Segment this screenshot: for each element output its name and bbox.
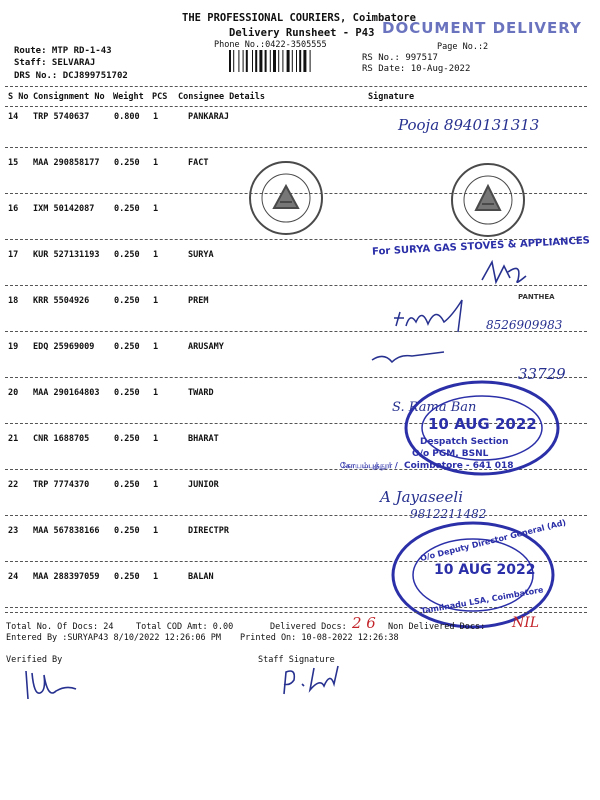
row-pcs: 1 [153,112,159,122]
col-signature: Signature [368,92,415,102]
surya-stamp: For SURYA GAS STOVES & APPLIANCES [371,235,591,258]
staff-signature [280,660,360,700]
row-weight: 0.250 [114,158,140,168]
despatch-line3: Coimbatore - 641 018 [404,461,514,471]
row-pcs: 1 [153,250,159,260]
table-row [0,296,600,308]
drs-number: DRS No.: DCJ899751702 [14,71,128,81]
deputy-director-text: O/o Deputy Director General (Ad) [419,517,567,564]
row-consignment: TRP 7774370 [33,480,90,490]
table-row [0,342,600,354]
rs-date: RS Date: 10-Aug-2022 [362,64,471,74]
table-header [0,92,600,104]
phone-number: Phone No.:0422-3505555 [214,40,327,50]
row-pcs: 1 [153,572,159,582]
row-consignee: FACT [188,158,209,168]
row-consignment: MAA 290858177 [33,158,100,168]
despatch-line1: Despatch Section [420,437,509,447]
row-pcs: 1 [153,296,159,306]
row-sno: 14 [8,112,19,122]
row-weight: 0.250 [114,342,140,352]
row-sno: 19 [8,342,19,352]
despatch-line2: O/o PGM, BSNL [412,449,489,459]
row-weight: 0.250 [114,434,140,444]
header-rule-bottom [5,106,587,107]
row-weight: 0.250 [114,480,140,490]
row-weight: 0.250 [114,204,140,214]
footer-rule [5,612,587,613]
emblem-stamp-left [246,158,326,238]
row-sno: 24 [8,572,19,582]
page-number: Page No.:2 [437,42,489,52]
row-pcs: 1 [153,480,159,490]
row-weight: 0.250 [114,572,140,582]
row-weight: 0.800 [114,112,140,122]
row22-phone: 9812211482 [410,507,487,521]
row-consignee: TWARD [188,388,214,398]
row-sno: 15 [8,158,19,168]
row-sno: 21 [8,434,19,444]
route: Route: MTP RD-1-43 [14,46,112,56]
total-docs: Total No. Of Docs: 24 [6,622,114,632]
row-consignment: MAA 290164803 [33,388,100,398]
non-delivered-count: NIL [512,615,540,631]
row-pcs: 1 [153,388,159,398]
row-pcs: 1 [153,158,159,168]
row-consignment: EDQ 25969009 [33,342,95,352]
row-consignee: SURYA [188,250,214,260]
total-cod: Total COD Amt: 0.00 [136,622,234,632]
row-weight: 0.250 [114,388,140,398]
row-pcs: 1 [153,434,159,444]
staff: Staff: SELVARAJ [14,58,96,68]
staff-signature-label: Staff Signature [258,655,335,665]
row14-signature: Pooja 8940131313 [398,116,540,134]
row18-signature [392,298,482,338]
col-weight: Weight [113,92,144,102]
printed-on: Printed On: 10-08-2022 12:26:38 [240,633,399,643]
row-pcs: 1 [153,204,159,214]
row-pcs: 1 [153,526,159,536]
delivered-docs-count: 2 6 [352,614,376,632]
row-sno: 22 [8,480,19,490]
row-consignee: BHARAT [188,434,219,444]
non-delivered-label: Non Delivered Docs: [388,622,486,632]
row-consignment: IXM 50142087 [33,204,95,214]
row-consignment: KUR 527131193 [33,250,100,260]
row-consignee: DIRECTPR [188,526,229,536]
row-separator [5,147,587,148]
row-sno: 18 [8,296,19,306]
entered-by: Entered By :SURYAP43 8/10/2022 12:26:06 PM [6,633,221,643]
col-consignee: Consignee Details [178,92,265,102]
row-weight: 0.250 [114,296,140,306]
row-consignment: TRP 5740637 [33,112,90,122]
verified-signature [22,665,82,705]
row-sno: 17 [8,250,19,260]
table-row [0,480,600,492]
rs-number: RS No.: 997517 [362,53,438,63]
row22-signature: A Jayaseeli [380,488,464,506]
runsheet-title: Delivery Runsheet - P43 [229,27,375,39]
row-consignment: MAA 288397059 [33,572,100,582]
row-sno: 23 [8,526,19,536]
row-consignment: CNR 1688705 [33,434,90,444]
bsnl-date: 10 AUG 2022 [428,415,537,433]
row-sno: 16 [8,204,19,214]
row-separator [5,515,587,516]
emblem-stamp-right [448,160,528,240]
header-rule-top [5,86,587,87]
col-pcs: PCS [152,92,168,102]
row-weight: 0.250 [114,526,140,536]
row-consignee: BALAN [188,572,214,582]
verified-by-label: Verified By [6,655,63,665]
delivered-docs-label: Delivered Docs: [270,622,347,632]
barcode [229,50,349,74]
row-consignee: ARUSAMY [188,342,224,352]
document-delivery-stamp: DOCUMENT DELIVERY [382,19,582,37]
row18-panthea: PANTHEA [518,293,555,301]
row-weight: 0.250 [114,250,140,260]
row-consignee: PREM [188,296,209,306]
row20-signature: S. Rama Ban [392,400,477,415]
row19-signature [370,348,450,368]
despatch-tamil: கோயம்புத்தூர் / [340,461,398,470]
col-consignment: Consignment No [33,92,105,102]
row-consignee: JUNIOR [188,480,219,490]
row-consignment: KRR 5504926 [33,296,90,306]
tamilnadu-lsa: Tamilnadu LSA, Coimbatore [420,585,545,616]
row19-phone: 33729 [518,365,566,383]
row18-phone: 8526909983 [486,318,563,332]
row-sno: 20 [8,388,19,398]
company-name: THE PROFESSIONAL COURIERS, Coimbatore [182,12,416,24]
deputy-date: 10 AUG 2022 [434,562,536,578]
row-consignment: MAA 567838166 [33,526,100,536]
row-pcs: 1 [153,342,159,352]
col-sno: S No [8,92,29,102]
row-consignee: PANKARAJ [188,112,229,122]
row17-signature [478,258,538,288]
